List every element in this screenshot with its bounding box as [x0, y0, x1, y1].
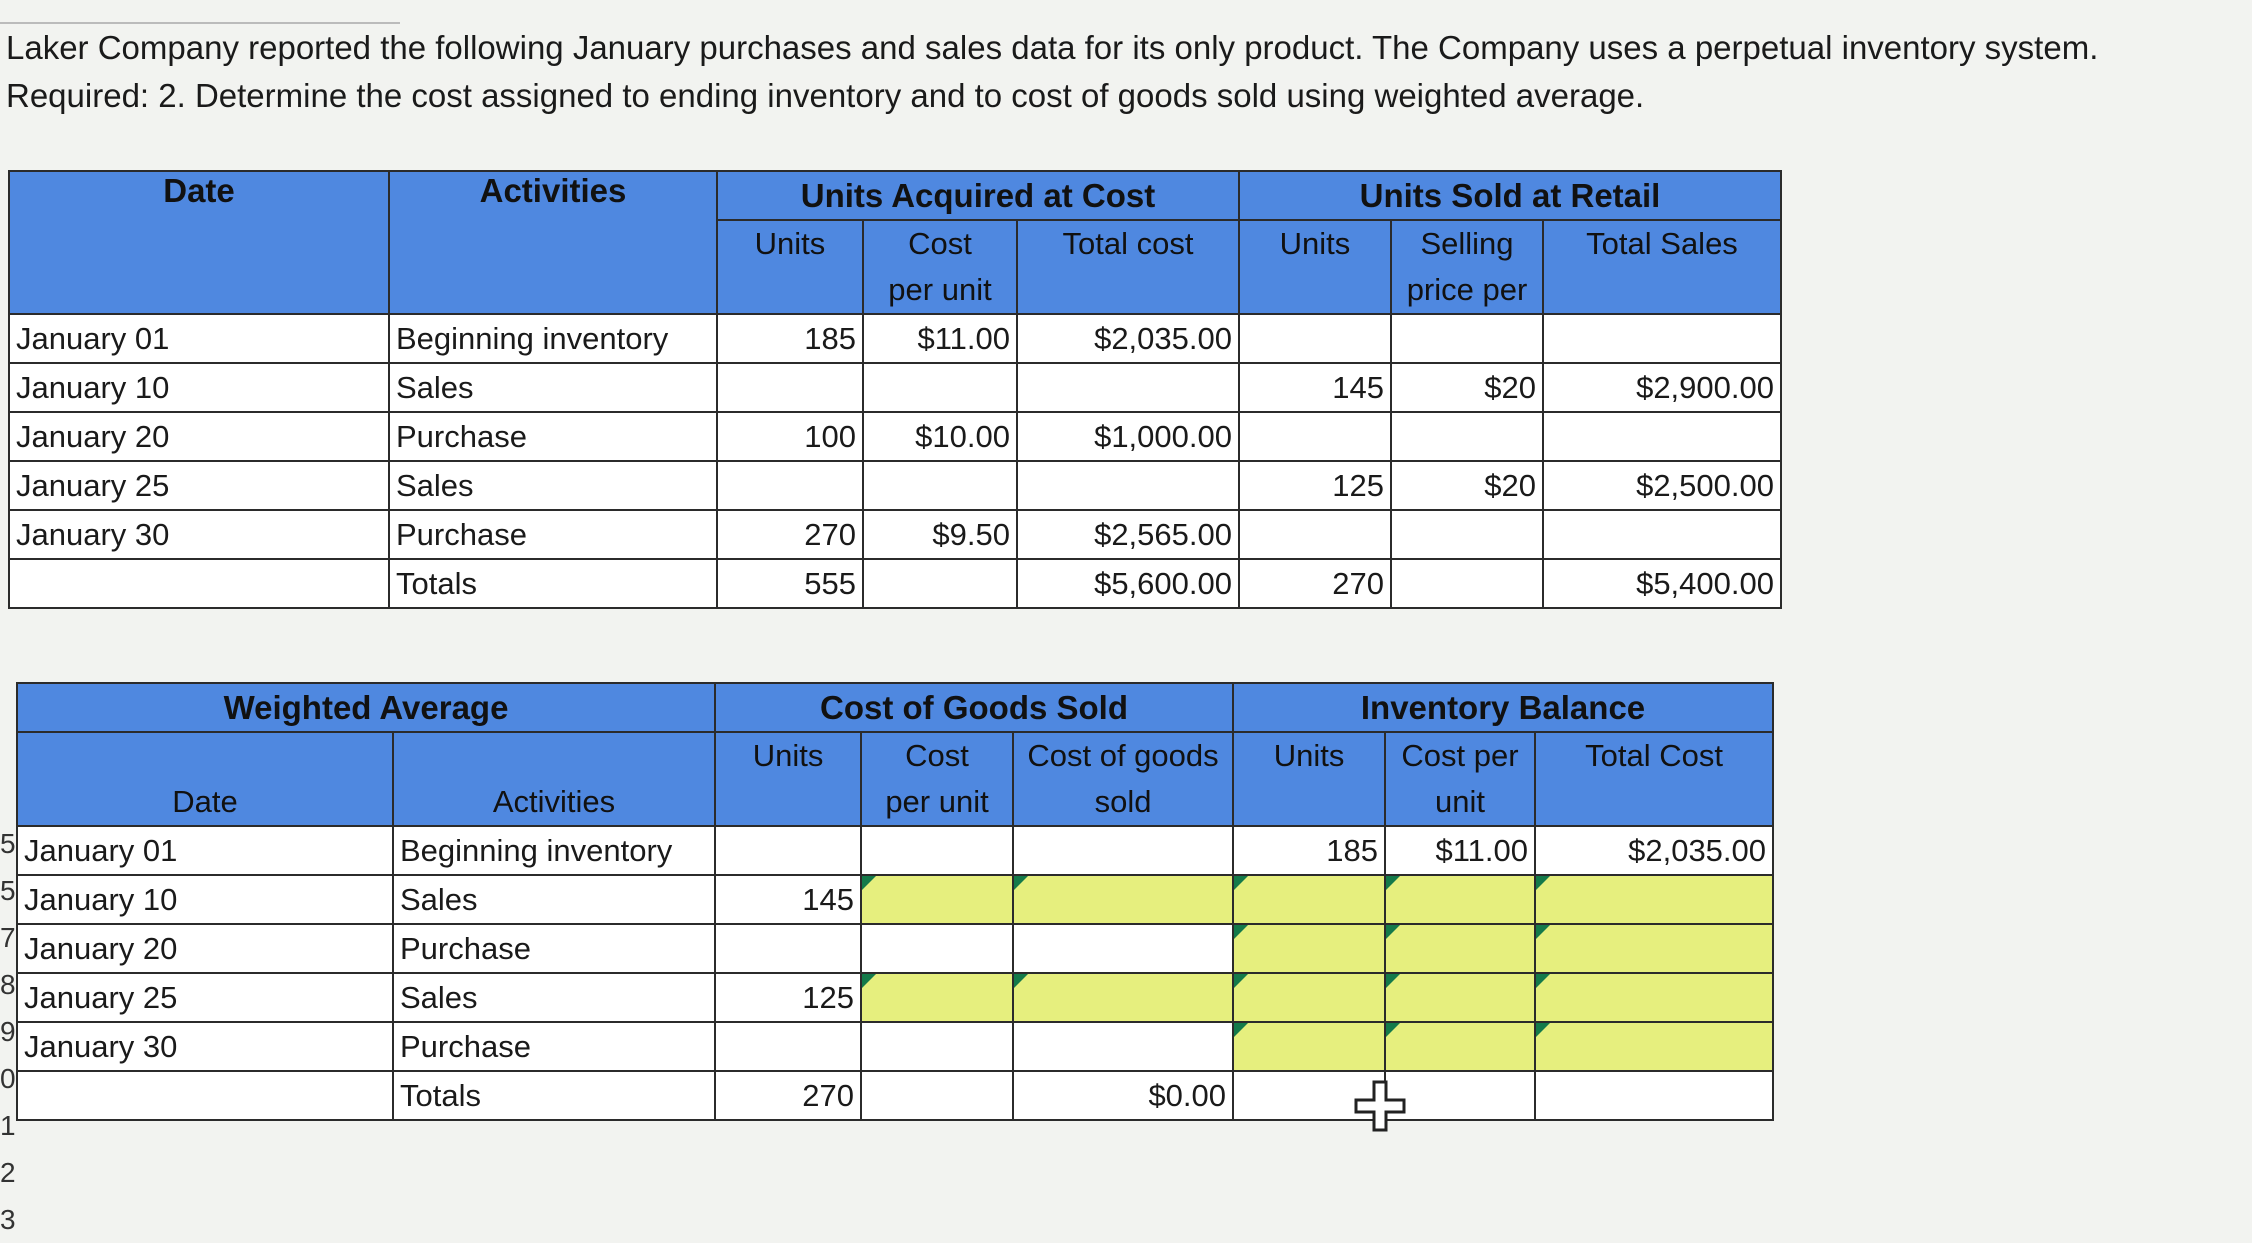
cell-sold-units[interactable]	[1239, 412, 1391, 461]
row-number[interactable]: 7	[0, 922, 16, 953]
cell-date[interactable]	[9, 559, 389, 608]
problem-line-2: Required: 2. Determine the cost assigned to ending inventory and to cost of goods sold using weighted average.	[6, 77, 1645, 114]
weighted-average-table	[16, 682, 1774, 1121]
answer-input-inv-total[interactable]	[1535, 875, 1773, 924]
table-row	[9, 412, 1781, 461]
cell-acq-total[interactable]	[1017, 461, 1239, 510]
answer-input-cogs-total[interactable]	[1013, 973, 1233, 1022]
table-row	[17, 973, 1773, 1022]
cell-price[interactable]: $20	[1391, 461, 1543, 510]
row-number[interactable]: 9	[0, 1016, 16, 1047]
answer-input-cogs-cpu[interactable]	[861, 875, 1013, 924]
row-number[interactable]: 8	[0, 969, 16, 1000]
problem-statement	[6, 24, 2246, 134]
header-activities[interactable]: Activities	[389, 171, 717, 314]
answer-input-inv-total[interactable]	[1535, 973, 1773, 1022]
answer-input-inv-units[interactable]	[1233, 875, 1385, 924]
header-units-sold[interactable]: Units Sold at Retail	[1239, 171, 1781, 220]
cell-acq-units[interactable]: 185	[717, 314, 863, 363]
cell-price[interactable]: $20	[1391, 363, 1543, 412]
header-sold-units[interactable]: Units	[1239, 220, 1391, 314]
cell-sold-units[interactable]: 145	[1239, 363, 1391, 412]
table-row	[9, 314, 1781, 363]
cell-activity[interactable]: Beginning inventory	[393, 826, 715, 875]
cell-activity[interactable]: Totals	[389, 559, 717, 608]
cell-acq-units[interactable]: 100	[717, 412, 863, 461]
cell-date[interactable]: January 01	[17, 826, 393, 875]
answer-input-inv-cpu[interactable]	[1385, 973, 1535, 1022]
header-cogs-units[interactable]: Units	[715, 732, 861, 826]
cell-activity[interactable]: Beginning inventory	[389, 314, 717, 363]
cell-date[interactable]: January 25	[17, 973, 393, 1022]
cell-sales[interactable]	[1543, 412, 1781, 461]
purchases-sales-table	[8, 170, 1782, 609]
cell-date[interactable]: January 01	[9, 314, 389, 363]
answer-input-inv-total[interactable]	[1535, 1022, 1773, 1071]
cell-acq-total[interactable]: $2,565.00	[1017, 510, 1239, 559]
header-date[interactable]: Date	[17, 732, 393, 826]
answer-input-cogs-cpu[interactable]	[861, 973, 1013, 1022]
cell-cogs-total[interactable]	[1013, 826, 1233, 875]
cell-date[interactable]: January 20	[17, 924, 393, 973]
cell-cogs-units[interactable]: 270	[715, 1071, 861, 1120]
cell-acq-cost[interactable]: $9.50	[863, 510, 1017, 559]
cell-acq-units[interactable]	[717, 461, 863, 510]
cell-sold-units[interactable]	[1239, 510, 1391, 559]
cell-cogs-units[interactable]	[715, 924, 861, 973]
answer-input-cogs-total[interactable]	[1013, 875, 1233, 924]
cell-inv-cpu[interactable]: $11.00	[1385, 826, 1535, 875]
table-row	[9, 510, 1781, 559]
cell-cogs-total[interactable]: $0.00	[1013, 1071, 1233, 1120]
cell-inv-total[interactable]: $2,035.00	[1535, 826, 1773, 875]
cell-inv-total[interactable]	[1535, 1071, 1773, 1120]
cell-sales[interactable]: $5,400.00	[1543, 559, 1781, 608]
cell-activity[interactable]: Totals	[393, 1071, 715, 1120]
cell-acq-total[interactable]	[1017, 363, 1239, 412]
table-row-totals	[17, 1071, 1773, 1120]
header-activities[interactable]: Activities	[393, 732, 715, 826]
table-row	[17, 826, 1773, 875]
cell-acq-total[interactable]: $2,035.00	[1017, 314, 1239, 363]
cell-selection-edge	[0, 0, 400, 24]
cell-acq-units[interactable]	[717, 363, 863, 412]
row-number-column	[0, 820, 14, 1243]
answer-input-inv-cpu[interactable]	[1385, 1022, 1535, 1071]
header-weighted-average[interactable]: Weighted Average	[17, 683, 715, 732]
header-selling-price[interactable]: Selling price per	[1391, 220, 1543, 314]
cell-acq-total[interactable]: $5,600.00	[1017, 559, 1239, 608]
header-acq-units[interactable]: Units	[717, 220, 863, 314]
table-row	[9, 461, 1781, 510]
cell-sales[interactable]: $2,500.00	[1543, 461, 1781, 510]
cell-cogs-total[interactable]	[1013, 1022, 1233, 1071]
cell-price[interactable]	[1391, 559, 1543, 608]
cell-activity[interactable]: Sales	[393, 875, 715, 924]
cell-acq-cost[interactable]	[863, 461, 1017, 510]
header-cogs-cost-per-unit[interactable]: Cost per unit	[861, 732, 1013, 826]
cell-acq-units[interactable]: 270	[717, 510, 863, 559]
cell-date[interactable]	[17, 1071, 393, 1120]
table-row	[17, 1022, 1773, 1071]
cell-inv-units[interactable]: 185	[1233, 826, 1385, 875]
cell-cogs-units[interactable]	[715, 1022, 861, 1071]
table-row-totals	[9, 559, 1781, 608]
header-cost-of-goods-sold[interactable]: Cost of Goods Sold	[715, 683, 1233, 732]
cell-sold-units[interactable]: 125	[1239, 461, 1391, 510]
header-cogs-total[interactable]: Cost of goods sold	[1013, 732, 1233, 826]
cell-date[interactable]: January 20	[9, 412, 389, 461]
header-inv-cost-per-unit[interactable]: Cost per unit	[1385, 732, 1535, 826]
cell-acq-cost[interactable]: $10.00	[863, 412, 1017, 461]
header-inventory-balance[interactable]: Inventory Balance	[1233, 683, 1773, 732]
header-acq-cost-per-unit[interactable]: Cost per unit	[863, 220, 1017, 314]
header-inv-total-cost[interactable]: Total Cost	[1535, 732, 1773, 826]
table-row	[17, 875, 1773, 924]
cell-cogs-cpu[interactable]	[861, 924, 1013, 973]
cell-activity[interactable]: Purchase	[389, 510, 717, 559]
answer-input-inv-cpu[interactable]	[1385, 875, 1535, 924]
cell-sold-units[interactable]: 270	[1239, 559, 1391, 608]
answer-input-inv-units[interactable]	[1233, 973, 1385, 1022]
cell-date[interactable]: January 30	[9, 510, 389, 559]
header-units-acquired[interactable]: Units Acquired at Cost	[717, 171, 1239, 220]
cell-date[interactable]: January 10	[9, 363, 389, 412]
answer-input-inv-units[interactable]	[1233, 924, 1385, 973]
cell-cogs-total[interactable]	[1013, 924, 1233, 973]
cell-cogs-units[interactable]	[715, 826, 861, 875]
cell-sold-units[interactable]	[1239, 314, 1391, 363]
cell-price[interactable]	[1391, 412, 1543, 461]
cell-activity[interactable]: Purchase	[393, 1022, 715, 1071]
cell-activity[interactable]: Sales	[393, 973, 715, 1022]
cell-price[interactable]	[1391, 510, 1543, 559]
cell-activity[interactable]: Purchase	[393, 924, 715, 973]
problem-line-1: Laker Company reported the following January purchases and sales data for its only product. The Company uses a perpetual inventory system.	[6, 29, 2099, 66]
cell-acq-cost[interactable]: $11.00	[863, 314, 1017, 363]
row-number[interactable]: 5	[0, 875, 16, 906]
cell-cogs-units[interactable]: 145	[715, 875, 861, 924]
cell-acq-total[interactable]: $1,000.00	[1017, 412, 1239, 461]
table-row	[9, 363, 1781, 412]
cell-date[interactable]: January 25	[9, 461, 389, 510]
row-number[interactable]: 0	[0, 1063, 16, 1094]
cell-cogs-cpu[interactable]	[861, 1022, 1013, 1071]
row-number[interactable]: 3	[0, 1204, 16, 1235]
cell-sales[interactable]	[1543, 510, 1781, 559]
cell-acq-cost[interactable]	[863, 559, 1017, 608]
header-acq-total-cost[interactable]: Total cost	[1017, 220, 1239, 314]
table-row	[17, 924, 1773, 973]
answer-input-inv-total[interactable]	[1535, 924, 1773, 973]
row-number[interactable]: 5	[0, 828, 16, 859]
answer-input-inv-units[interactable]	[1233, 1022, 1385, 1071]
cell-cogs-cpu[interactable]	[861, 826, 1013, 875]
cell-acq-units[interactable]: 555	[717, 559, 863, 608]
cell-date[interactable]: January 30	[17, 1022, 393, 1071]
header-total-sales[interactable]: Total Sales	[1543, 220, 1781, 314]
cell-activity[interactable]: Sales	[389, 461, 717, 510]
cell-price[interactable]	[1391, 314, 1543, 363]
cell-activity[interactable]: Sales	[389, 363, 717, 412]
header-date[interactable]: Date	[9, 171, 389, 314]
cell-sales[interactable]: $2,900.00	[1543, 363, 1781, 412]
cell-sales[interactable]	[1543, 314, 1781, 363]
cell-cogs-cpu[interactable]	[861, 1071, 1013, 1120]
cell-date[interactable]: January 10	[17, 875, 393, 924]
cell-acq-cost[interactable]	[863, 363, 1017, 412]
cell-activity[interactable]: Purchase	[389, 412, 717, 461]
cell-cogs-units[interactable]: 125	[715, 973, 861, 1022]
header-inv-units[interactable]: Units	[1233, 732, 1385, 826]
answer-input-inv-cpu[interactable]	[1385, 924, 1535, 973]
row-number[interactable]: 1	[0, 1110, 16, 1141]
plus-cursor-icon	[1352, 1078, 1408, 1134]
row-number[interactable]: 2	[0, 1157, 16, 1188]
